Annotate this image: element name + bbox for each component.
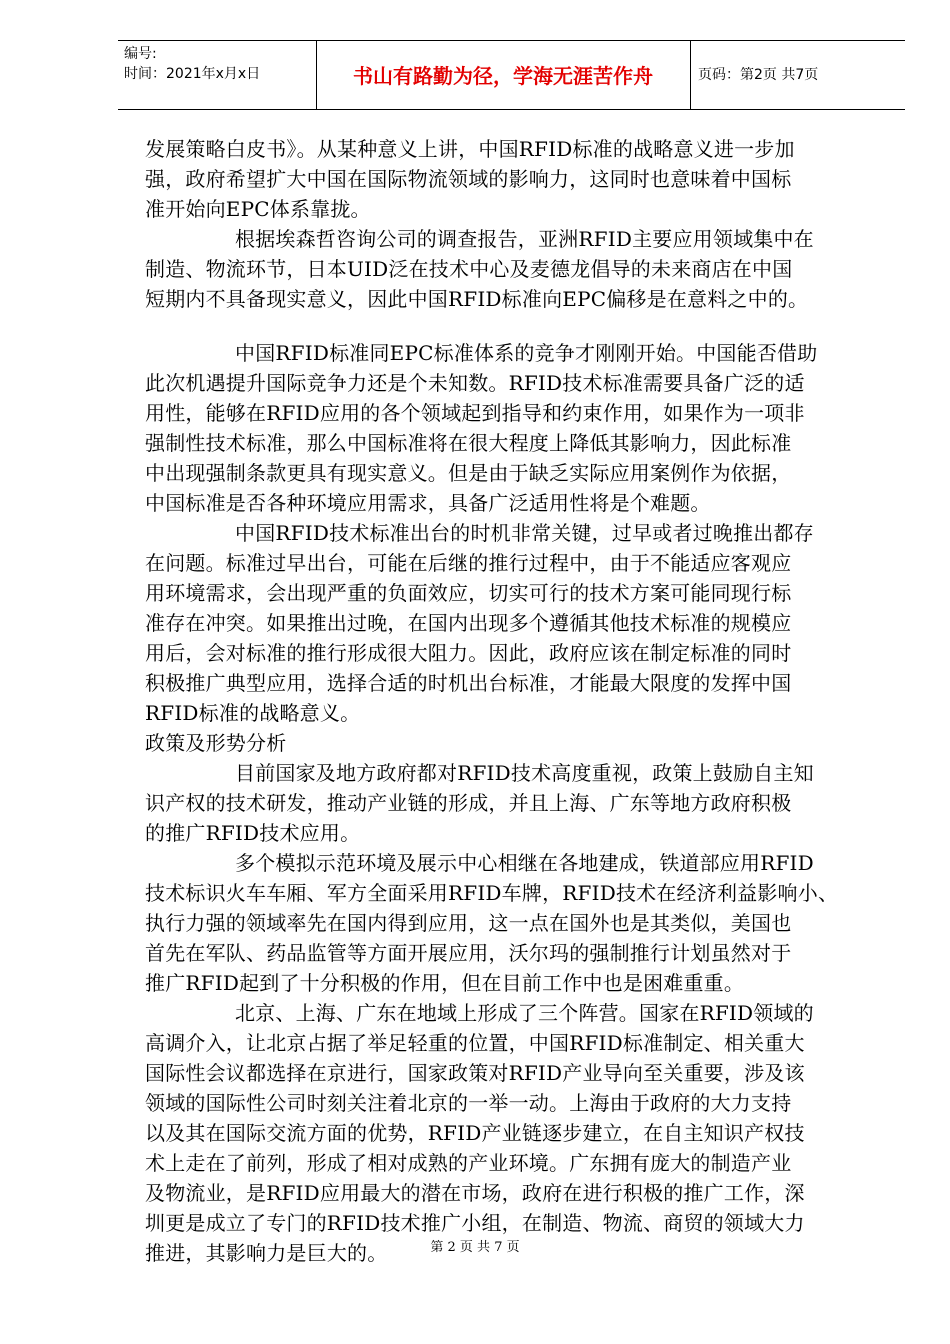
paragraph-line: 用性，能够在RFID应用的各个领域起到指导和约束作用，如果作为一项非 bbox=[145, 401, 805, 425]
page-header bbox=[118, 40, 905, 110]
header-page-cell bbox=[690, 41, 905, 109]
paragraph-line: RFID标准的战略意义。 bbox=[145, 701, 361, 725]
paragraph-line: 中出现强制条款更具有现实意义。但是由于缺乏实际应用案例作为依据， bbox=[145, 461, 792, 485]
paragraph-line: 推广RFID起到了十分积极的作用，但在目前工作中也是困难重重。 bbox=[145, 971, 745, 995]
paragraph-line: 高调介入，让北京占据了举足轻重的位置，中国RFID标准制定、相关重大 bbox=[145, 1031, 805, 1055]
paragraph-line: 领域的国际性公司时刻关注着北京的一举一动。上海由于政府的大力支持 bbox=[145, 1091, 792, 1115]
paragraph-gap bbox=[145, 314, 885, 338]
document-time-label: 时间：2021年x月x日 bbox=[124, 66, 261, 82]
header-motto-cell bbox=[316, 41, 691, 109]
paragraph-line: 识产权的技术研发，推动产业链的形成，并且上海、广东等地方政府积极 bbox=[145, 791, 792, 815]
paragraph-line: 技术标识火车车厢、军方全面采用RFID车牌，RFID技术在经济利益影响小、 bbox=[145, 881, 839, 905]
paragraph-line: 发展策略白皮书》。从某种意义上讲，中国RFID标准的战略意义进一步加 bbox=[145, 137, 795, 161]
paragraph-line: 推进，其影响力是巨大的。 bbox=[145, 1241, 388, 1265]
paragraph-line: 执行力强的领域率先在国内得到应用，这一点在国外也是其类似，美国也 bbox=[145, 911, 792, 935]
section-heading: 政策及形势分析 bbox=[145, 731, 287, 755]
paragraph-line: 的推广RFID技术应用。 bbox=[145, 821, 361, 845]
paragraph-line: 术上走在了前列，形成了相对成熟的产业环境。广东拥有庞大的制造产业 bbox=[145, 1151, 792, 1175]
paragraph-line: 圳更是成立了专门的RFID技术推广小组，在制造、物流、商贸的领域大力 bbox=[145, 1211, 805, 1235]
paragraph-line: 准开始向EPC体系靠拢。 bbox=[145, 197, 371, 221]
document-body bbox=[145, 134, 885, 1268]
paragraph-line: 强，政府希望扩大中国在国际物流领域的影响力，这同时也意味着中国标 bbox=[145, 167, 792, 191]
paragraph-line: 目前国家及地方政府都对RFID技术高度重视，政策上鼓励自主知 bbox=[235, 761, 814, 785]
paragraph-line: 用环境需求，会出现严重的负面效应，切实可行的技术方案可能同现行标 bbox=[145, 581, 792, 605]
page-footer: 第 2 页 共 7 页 bbox=[430, 1240, 520, 1255]
paragraph-line: 北京、上海、广东在地域上形成了三个阵营。国家在RFID领域的 bbox=[235, 1001, 814, 1025]
paragraph-line: 中国标准是否各种环境应用需求，具备广泛适用性将是个难题。 bbox=[145, 491, 711, 515]
header-motto: 书山有路勤为径，学海无涯苦作舟 bbox=[353, 64, 653, 88]
paragraph-line: 中国RFID标准同EPC标准体系的竞争才刚刚开始。中国能否借助 bbox=[235, 341, 818, 365]
paragraph-line: 强制性技术标准，那么中国标准将在很大程度上降低其影响力，因此标准 bbox=[145, 431, 792, 455]
paragraph-line: 以及其在国际交流方面的优势，RFID产业链逐步建立，在自主知识产权技 bbox=[145, 1121, 805, 1145]
paragraph-line: 及物流业，是RFID应用最大的潜在市场，政府在进行积极的推广工作，深 bbox=[145, 1181, 805, 1205]
paragraph-line: 根据埃森哲咨询公司的调查报告，亚洲RFID主要应用领域集中在 bbox=[235, 227, 814, 251]
paragraph-line: 在问题。标准过早出台，可能在后继的推行过程中，由于不能适应客观应 bbox=[145, 551, 792, 575]
paragraph-line: 国际性会议都选择在京进行，国家政策对RFID产业导向至关重要，涉及该 bbox=[145, 1061, 805, 1085]
paragraph-line: 积极推广典型应用，选择合适的时机出台标准，才能最大限度的发挥中国 bbox=[145, 671, 792, 695]
paragraph-line: 制造、物流环节，日本UID泛在技术中心及麦德龙倡导的未来商店在中国 bbox=[145, 257, 793, 281]
paragraph-line: 此次机遇提升国际竞争力还是个未知数。RFID技术标准需要具备广泛的适 bbox=[145, 371, 805, 395]
paragraph-line: 多个模拟示范环境及展示中心相继在各地建成，铁道部应用RFID bbox=[235, 851, 814, 875]
paragraph-line: 用后，会对标准的推行形成很大阻力。因此，政府应该在制定标准的同时 bbox=[145, 641, 792, 665]
document-number-label: 编号: bbox=[124, 46, 157, 62]
header-page-info: 页码：第2页 共7页 bbox=[698, 67, 819, 83]
paragraph-line: 短期内不具备现实意义，因此中国RFID标准向EPC偏移是在意料之中的。 bbox=[145, 287, 809, 311]
paragraph-line: 首先在军队、药品监管等方面开展应用，沃尔玛的强制推行计划虽然对于 bbox=[145, 941, 792, 965]
paragraph-line: 准存在冲突。如果推出过晚，在国内出现多个遵循其他技术标准的规模应 bbox=[145, 611, 792, 635]
header-meta-cell bbox=[118, 41, 317, 109]
paragraph-line: 中国RFID技术标准出台的时机非常关键，过早或者过晚推出都存 bbox=[235, 521, 814, 545]
